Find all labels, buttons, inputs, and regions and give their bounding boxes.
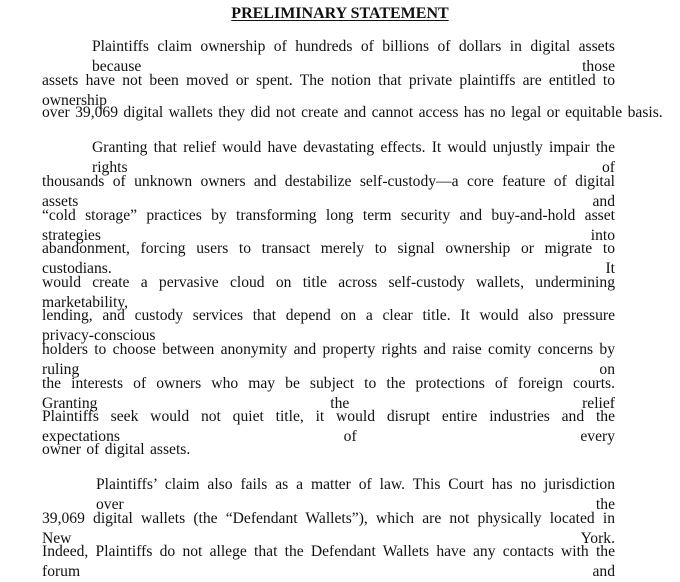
paragraph-1-line-1: Plaintiffs claim ownership of hundreds of billions of dollars in digital assets because those xyxy=(92,38,615,75)
paragraph-2-line-3: “cold storage” practices by transforming long term security and buy-and-hold asset strategies into xyxy=(42,207,615,244)
paragraph-2-line-8: the interests of owners who may be subject to the protections of foreign courts. Granting the relief xyxy=(42,375,615,412)
paragraph-2-line-6: lending, and custody services that depend on a clear title. It would also pressure privacy-conscious xyxy=(42,307,615,344)
paragraph-2-line-9: Plaintiffs seek would not quiet title, it would disrupt entire industries and the expectations of every xyxy=(42,408,615,445)
paragraph-2-line-5: would create a pervasive cloud on title across self-custody wallets, undermining marketability, xyxy=(42,274,615,311)
paragraph-3-line-2: 39,069 digital wallets (the “Defendant Wallets”), which are not physically located in New York. xyxy=(42,510,615,547)
section-heading xyxy=(0,4,680,24)
paragraph-2-line-2: thousands of unknown owners and destabilize self-custody—a core feature of digital assets and xyxy=(42,173,615,210)
paragraph-3-line-1: Plaintiffs’ claim also fails as a matter of law. This Court has no jurisdiction over the xyxy=(96,476,615,513)
paragraph-2-line-10: owner of digital assets. xyxy=(42,441,191,458)
paragraph-2-line-4: abandonment, forcing users to transact merely to signal ownership or migrate to custodians. It xyxy=(42,240,615,277)
paragraph-3-line-3: Indeed, Plaintiffs do not allege that the Defendant Wallets have any contacts with the forum and xyxy=(42,543,615,580)
paragraph-2-line-7: holders to choose between anonymity and property rights and raise comity concerns by ruling on xyxy=(42,341,615,378)
section-heading-text: PRELIMINARY STATEMENT xyxy=(231,5,449,22)
paragraph-1-line-3: over 39,069 digital wallets they did not create and cannot access has no legal or equitable basis. xyxy=(42,104,663,121)
paragraph-1-line-2: assets have not been moved or spent. The notion that private plaintiffs are entitled to ownership xyxy=(42,72,615,109)
paragraph-2-line-1: Granting that relief would have devastating effects. It would unjustly impair the rights of xyxy=(92,139,615,176)
